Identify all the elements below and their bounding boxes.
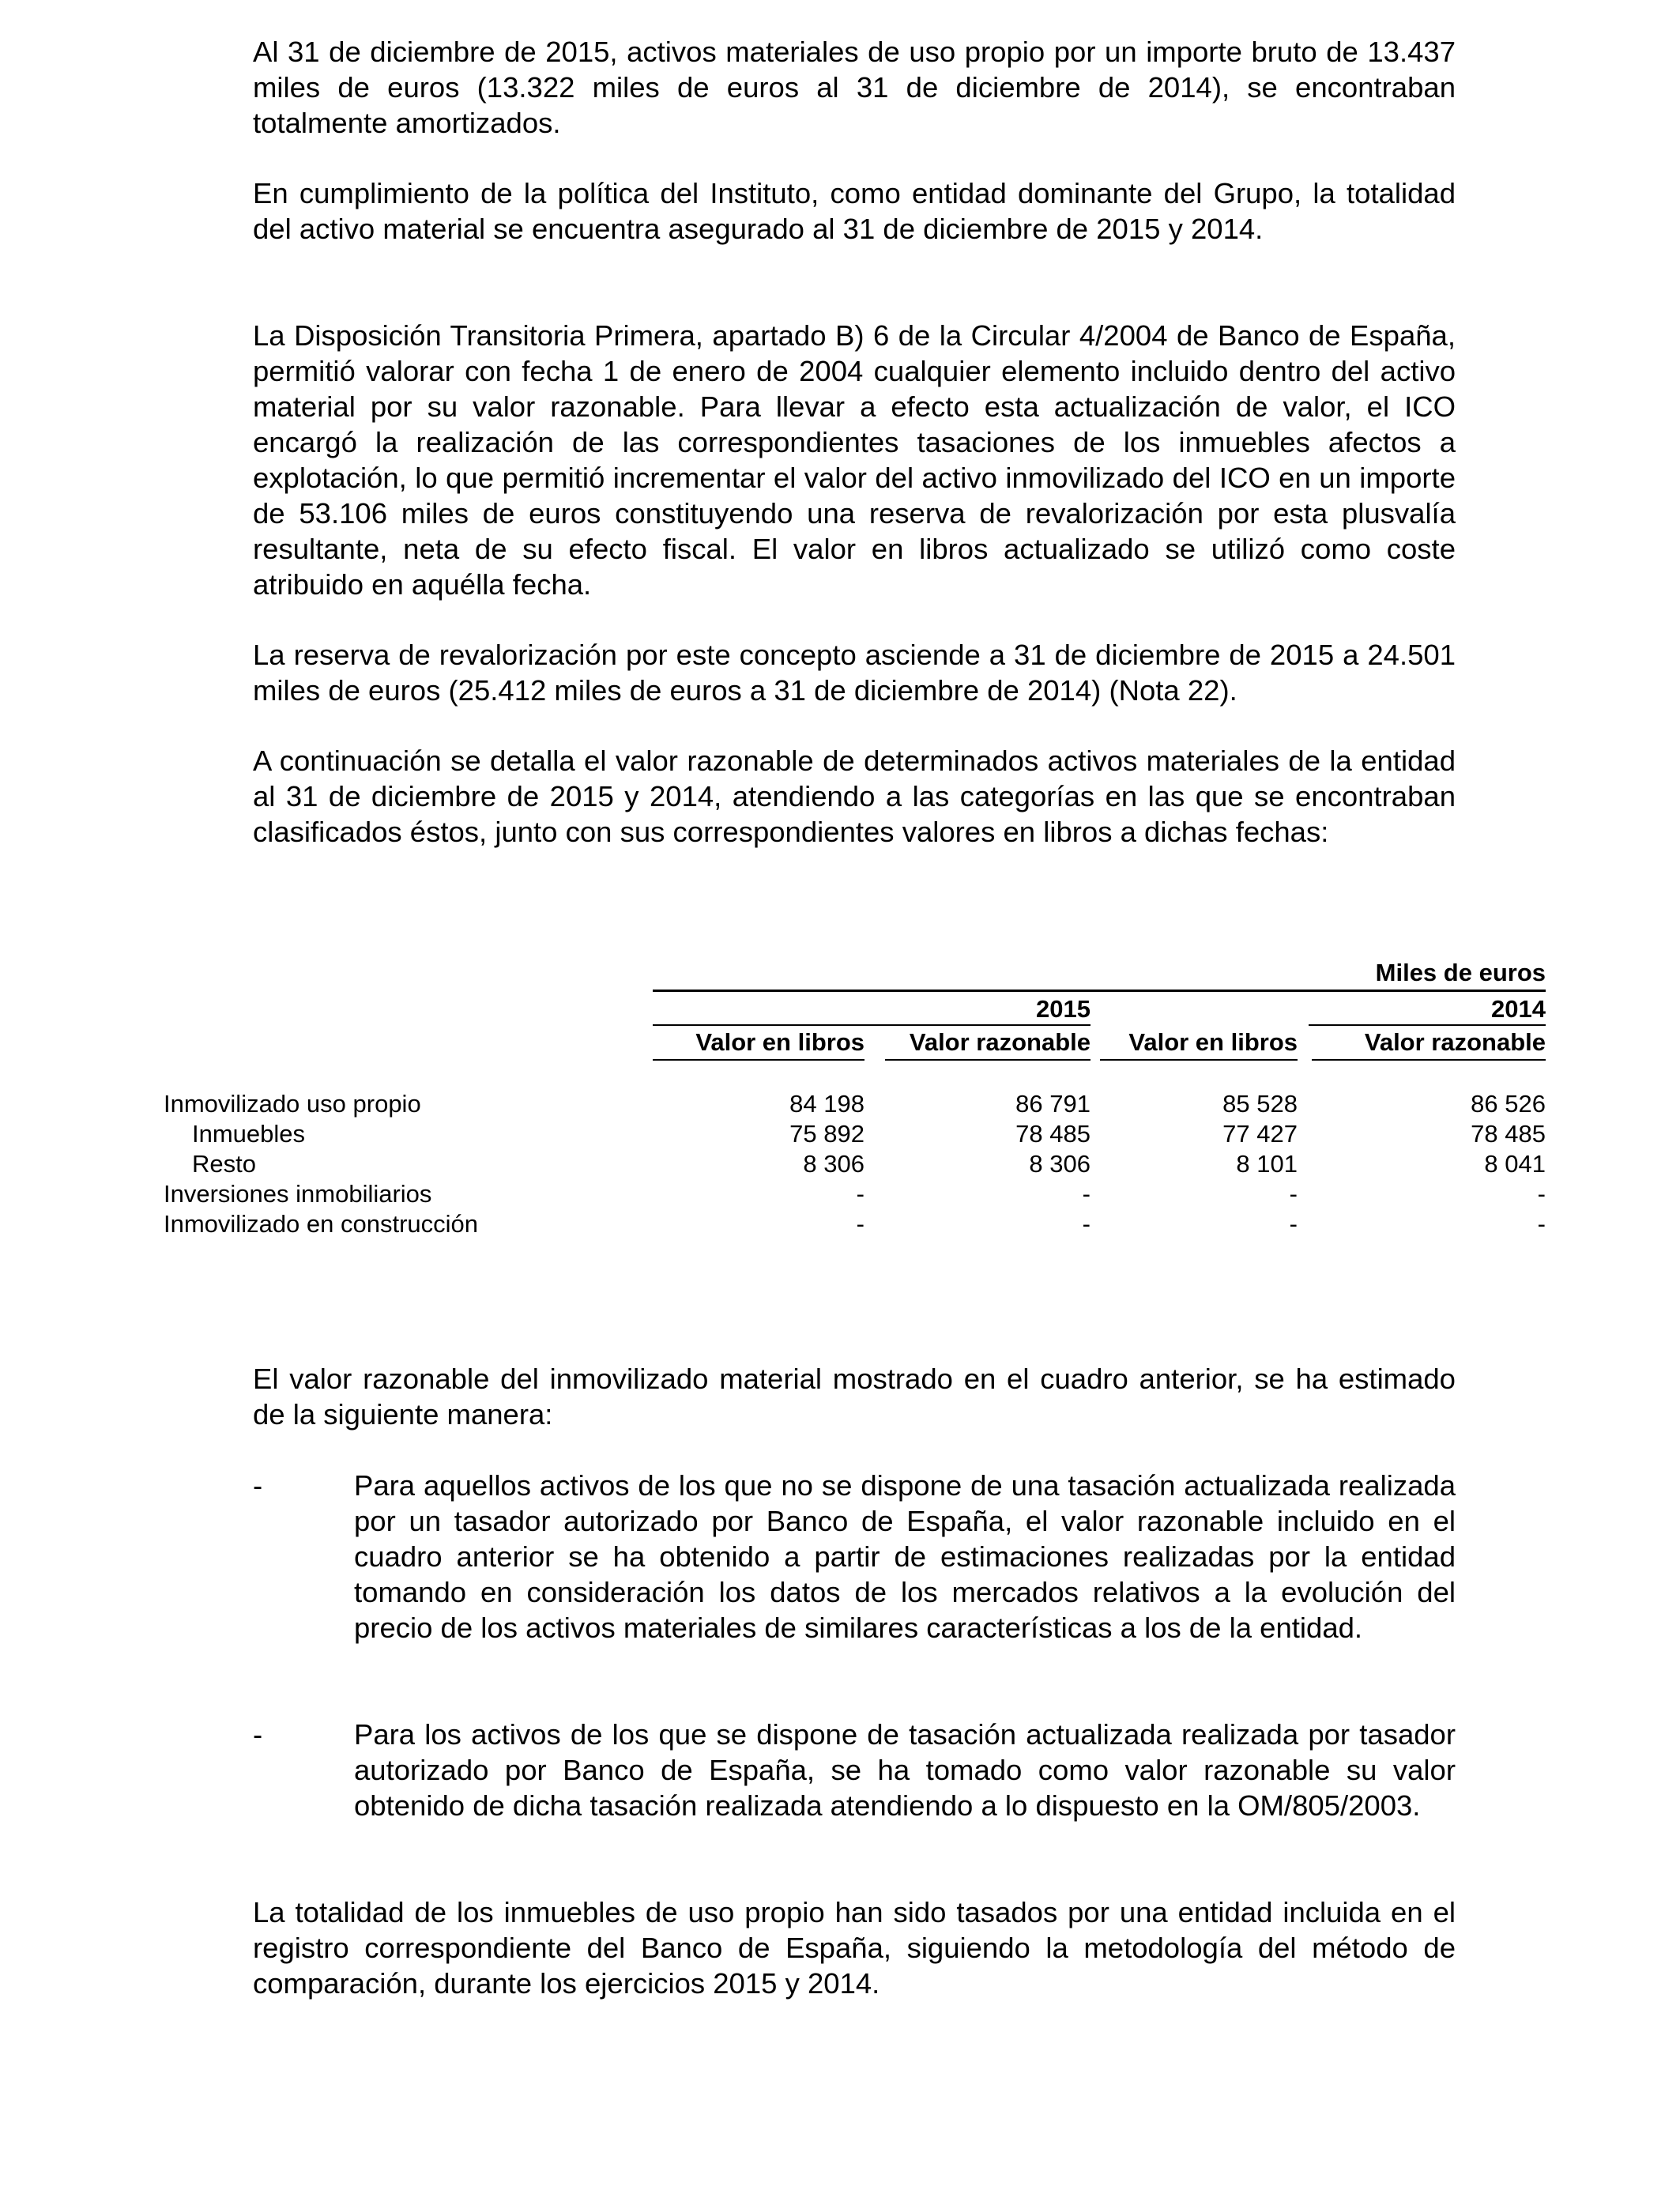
cell-investments-fv2014: - bbox=[1537, 1180, 1546, 1208]
col-header-book-value-2015: Valor en libros bbox=[695, 1028, 864, 1056]
paragraph-table-intro: A continuación se detalla el valor razonable de determinados activos materiales de la entidad al 31 de diciembre de 2015 y 2014, atendiendo a las categorías en las que se encontraban clasificados éstos, junto con sus correspondientes valores en libros a dichas fechas: bbox=[253, 745, 1456, 848]
col-header-fair-value-2014: Valor razonable bbox=[1364, 1028, 1546, 1056]
row-label-rest: Resto bbox=[192, 1150, 256, 1178]
col-rule-3 bbox=[1100, 1059, 1298, 1061]
col-header-fair-value-2015: Valor razonable bbox=[909, 1028, 1090, 1056]
bullet-text-2: Para los activos de los que se dispone de tasación actualizada realizada por tasador autorizado por Banco de España, se ha tomado como valor razonable su valor obtenido de dicha tasación realizada atendiendo a lo dispuesto en la OM/805/2003. bbox=[354, 1718, 1456, 1822]
cell-buildings-bv2015: 75 892 bbox=[789, 1120, 864, 1148]
paragraph-insurance: En cumplimiento de la política del Instituto, como entidad dominante del Grupo, la totalidad del activo material se encuentra asegurado al 31 de diciembre de 2015 y 2014. bbox=[253, 177, 1456, 245]
cell-own-use-fv2014: 86 526 bbox=[1471, 1090, 1546, 1118]
paragraph-amortized-assets: Al 31 de diciembre de 2015, activos materiales de uso propio por un importe bruto de 13.437 miles de euros (13.322 miles de euros al 31 de diciembre de 2014), se encontraban totalmente amortizados. bbox=[253, 36, 1456, 139]
row-label-real-estate-investments: Inversiones inmobiliarios bbox=[164, 1180, 432, 1208]
paragraph-revaluation-reserve: La reserva de revalorización por este concepto asciende a 31 de diciembre de 2015 a 24.501 miles de euros (25.412 miles de euros a 31 de diciembre de 2014) (Nota 22). bbox=[253, 639, 1456, 707]
cell-buildings-fv2015: 78 485 bbox=[1015, 1120, 1090, 1148]
cell-rest-bv2014: 8 101 bbox=[1236, 1150, 1298, 1178]
cell-rest-fv2015: 8 306 bbox=[1029, 1150, 1090, 1178]
col-rule-2 bbox=[885, 1059, 1090, 1061]
bullet-text-1: Para aquellos activos de los que no se dispone de una tasación actualizada realizada por un tasador autorizado por Banco de España, el valor razonable incluido en el cuadro anterior se ha obtenido a partir de estimaciones realizadas por la entidad tomando en consideración los datos de los mercados relativos a la evolución del precio de los activos materiales de similares características a los de la entidad. bbox=[354, 1469, 1456, 1644]
table-unit-label: Miles de euros bbox=[1375, 959, 1546, 986]
cell-investments-bv2014: - bbox=[1289, 1180, 1298, 1208]
paragraph-appraisal-method: La totalidad de los inmuebles de uso propio han sido tasados por una entidad incluida en el registro correspondiente del Banco de España, siguiendo la metodología del método de comparación, durante los ejercicios 2015 y 2014. bbox=[253, 1896, 1456, 2000]
table-2014-rule bbox=[1309, 1024, 1546, 1026]
row-label-under-construction: Inmovilizado en construcción bbox=[164, 1210, 479, 1238]
cell-own-use-bv2014: 85 528 bbox=[1222, 1090, 1298, 1118]
cell-own-use-bv2015: 84 198 bbox=[789, 1090, 864, 1118]
cell-investments-bv2015: - bbox=[856, 1180, 864, 1208]
col-rule-4 bbox=[1312, 1059, 1546, 1061]
cell-rest-fv2014: 8 041 bbox=[1484, 1150, 1546, 1178]
cell-investments-fv2015: - bbox=[1082, 1180, 1090, 1208]
table-year-2015: 2015 bbox=[1036, 995, 1090, 1023]
paragraph-fair-value-estimation: El valor razonable del inmovilizado material mostrado en el cuadro anterior, se ha estimado de la siguiente manera: bbox=[253, 1363, 1456, 1431]
cell-own-use-fv2015: 86 791 bbox=[1015, 1090, 1090, 1118]
cell-buildings-fv2014: 78 485 bbox=[1471, 1120, 1546, 1148]
cell-buildings-bv2014: 77 427 bbox=[1222, 1120, 1298, 1148]
table-year-2014: 2014 bbox=[1491, 995, 1546, 1023]
cell-construction-bv2014: - bbox=[1289, 1210, 1298, 1238]
table-top-rule bbox=[653, 990, 1546, 992]
cell-construction-fv2015: - bbox=[1082, 1210, 1090, 1238]
cell-rest-bv2015: 8 306 bbox=[803, 1150, 864, 1178]
col-rule-1 bbox=[653, 1059, 864, 1061]
row-label-own-use: Inmovilizado uso propio bbox=[164, 1090, 421, 1118]
table-2015-rule bbox=[653, 1024, 1090, 1026]
cell-construction-bv2015: - bbox=[856, 1210, 864, 1238]
row-label-buildings: Inmuebles bbox=[192, 1120, 306, 1148]
bullet-marker-1: - bbox=[253, 1469, 263, 1502]
cell-construction-fv2014: - bbox=[1537, 1210, 1546, 1238]
col-header-book-value-2014: Valor en libros bbox=[1128, 1028, 1298, 1056]
paragraph-transitional-provision: La Disposición Transitoria Primera, apartado B) 6 de la Circular 4/2004 de Banco de España, permitió valorar con fecha 1 de enero de 2004 cualquier elemento incluido dentro del activo material por su valor razonable. Para llevar a efecto esta actualización de valor, el ICO encargó la realización de las correspondientes tasaciones de los inmuebles afectos a explotación, lo que permitió incrementar el valor del activo inmovilizado del ICO en un importe de 53.106 miles de euros constituyendo una reserva de revalorización por esta plusvalía resultante, neta de su efecto fiscal. El valor en libros actualizado se utilizó como coste atribuido en aquélla fecha. bbox=[253, 319, 1456, 601]
bullet-marker-2: - bbox=[253, 1718, 263, 1751]
